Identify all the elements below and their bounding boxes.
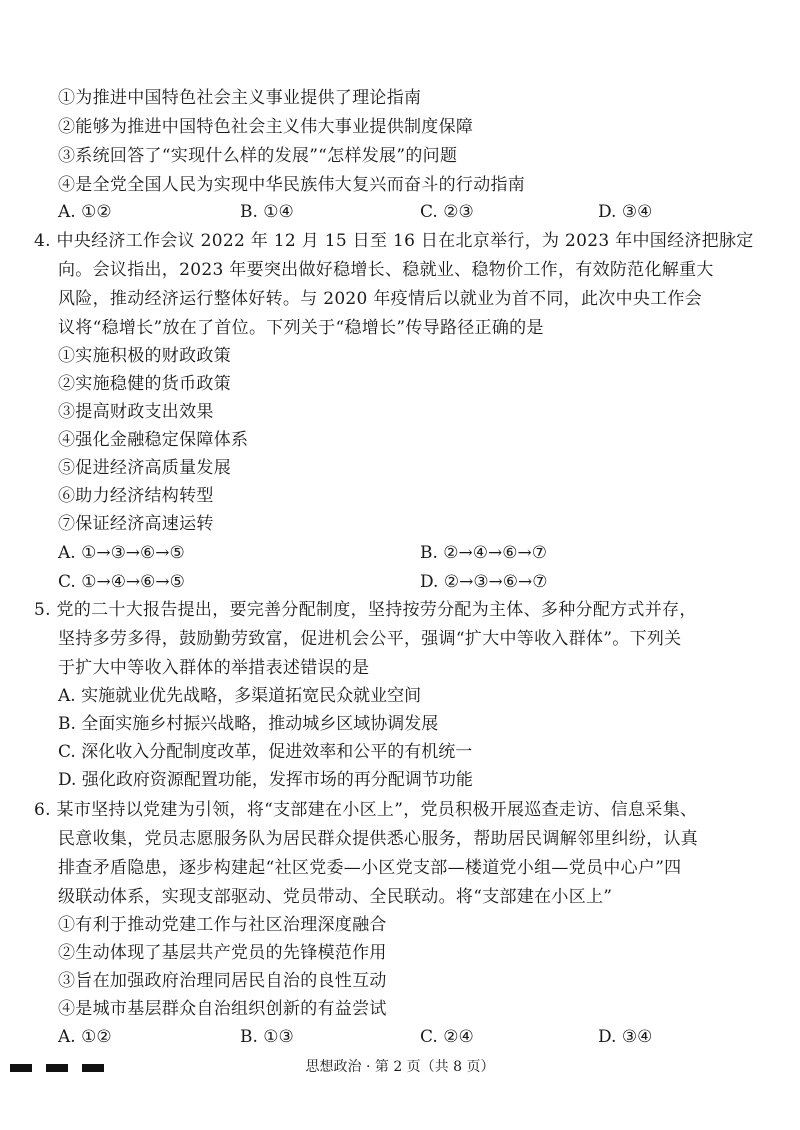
q6-stem-line-1: 6. 某市坚持以党建为引领，将“支部建在小区上”，党员积极开展巡查走访、信息采集、 [34,800,698,820]
q3-statement-3: ③系统回答了“实现什么样的发展”“怎样发展”的问题 [58,146,458,166]
q3-option-b: B. ①④ [240,202,294,222]
q5-option-b: B. 全面实施乡村振兴战略，推动城乡区域协调发展 [58,714,439,734]
q4-statement-6: ⑥助力经济结构转型 [58,486,214,506]
q6-statement-3: ③旨在加强政府治理同居民自治的良性互动 [58,971,387,991]
q5-stem-line-3: 于扩大中等收入群体的举措表述错误的是 [58,658,370,678]
q4-stem-line-4: 议将“稳增长”放在了首位。下列关于“稳增长”传导路径正确的是 [58,318,544,338]
q6-stem-line-3: 排查矛盾隐患，逐步构建起“社区党委—小区党支部—楼道党小组—党员中心户”四 [58,858,682,878]
q6-statement-4: ④是城市基层群众自治组织创新的有益尝试 [58,999,387,1019]
q4-stem-line-3: 风险，推动经济运行整体好转。与 2020 年疫情后以就业为首不同，此次中央工作会 [58,289,703,309]
q6-stem-line-4: 级联动体系，实现支部驱动、党员带动、全民联动。将“支部建在小区上” [58,887,613,907]
q6-option-d: D. ③④ [598,1027,653,1047]
q5-option-a: A. 实施就业优先战略，多渠道拓宽民众就业空间 [58,686,422,706]
q3-option-d: D. ③④ [598,202,653,222]
q3-statement-2: ②能够为推进中国特色社会主义伟大事业提供制度保障 [58,117,474,137]
q6-statement-2: ②生动体现了基层共产党员的先锋模范作用 [58,943,387,963]
q6-stem-line-2: 民意收集，党员志愿服务队为居民群众提供悉心服务，帮助居民调解邻里纠纷，认真 [58,829,699,849]
q4-statement-5: ⑤促进经济高质量发展 [58,458,231,478]
q4-stem-line-2: 向。会议指出，2023 年要突出做好稳增长、稳就业、稳物价工作，有效防范化解重大 [58,260,714,280]
q4-statement-7: ⑦保证经济高速运转 [58,514,214,534]
q4-statement-4: ④强化金融稳定保障体系 [58,430,249,450]
q5-stem-line-2: 坚持多劳多得，鼓励勤劳致富，促进机会公平，强调“扩大中等收入群体”。下列关 [58,629,682,649]
q4-statement-3: ③提高财政支出效果 [58,402,214,422]
q3-option-a: A. ①② [58,202,112,222]
q4-option-a: A. ①→③→⑥→⑤ [58,543,185,563]
page-footer: 思想政治 · 第 2 页（共 8 页） [305,1059,495,1075]
q4-option-d: D. ②→③→⑥→⑦ [420,572,548,592]
q5-option-d: D. 强化政府资源配置功能，发挥市场的再分配调节功能 [58,770,473,790]
q3-option-c: C. ②③ [420,202,474,222]
q6-statement-1: ①有利于推动党建工作与社区治理深度融合 [58,915,387,935]
q4-stem-line-1: 4. 中央经济工作会议 2022 年 12 月 15 日至 16 日在北京举行，为 2023 年中国经济把脉定 [34,231,754,251]
q5-option-c: C. 深化收入分配制度改革，促进效率和公平的有机统一 [58,742,473,762]
q3-statement-1: ①为推进中国特色社会主义事业提供了理论指南 [58,88,422,108]
q4-option-c: C. ①→④→⑥→⑤ [58,572,185,592]
q3-statement-4: ④是全党全国人民为实现中华民族伟大复兴而奋斗的行动指南 [58,175,526,195]
q6-option-c: C. ②④ [420,1027,474,1047]
q5-stem-line-1: 5. 党的二十大报告提出，要完善分配制度，坚持按劳分配为主体、多种分配方式并存， [34,600,697,620]
q4-option-b: B. ②→④→⑥→⑦ [420,543,547,563]
q4-statement-2: ②实施稳健的货币政策 [58,374,231,394]
q6-option-b: B. ①③ [240,1027,294,1047]
q4-statement-1: ①实施积极的财政政策 [58,346,231,366]
q6-option-a: A. ①② [58,1027,112,1047]
